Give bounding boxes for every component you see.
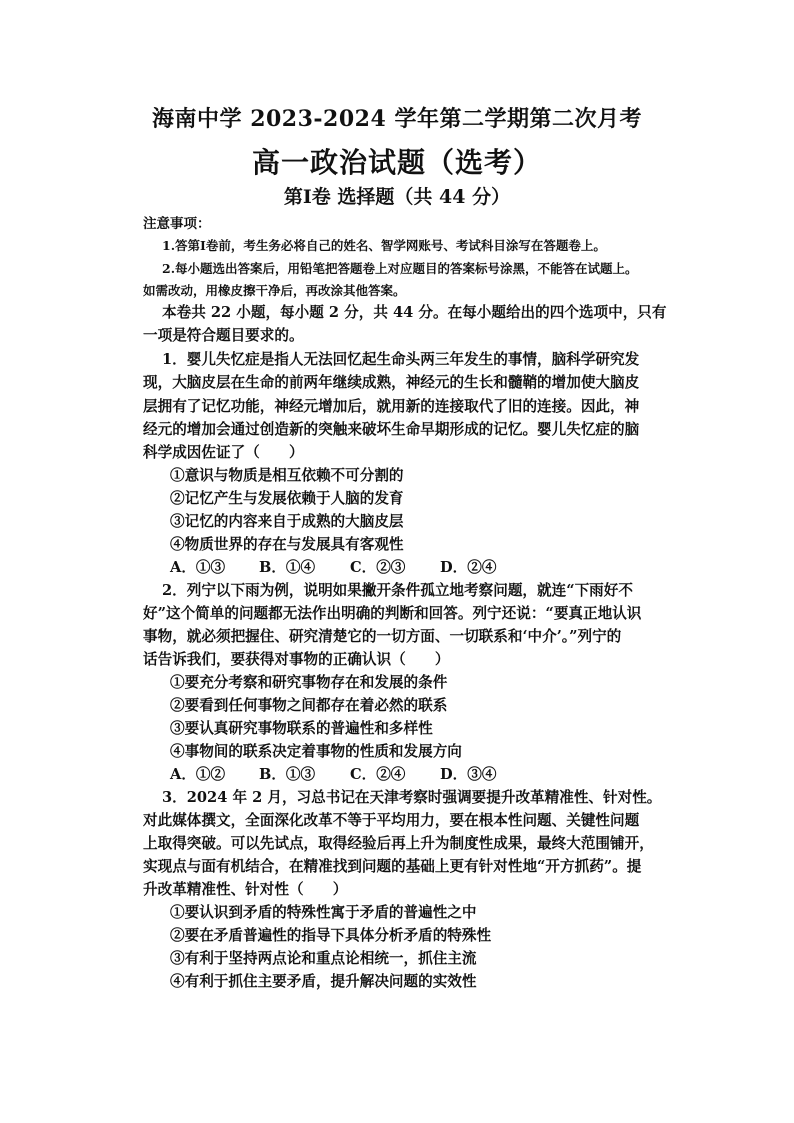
question-stem-line: 好”这个简单的问题都无法作出明确的判断和回答。列宁还说：“要真正地认识	[143, 605, 642, 622]
statement: ①要充分考察和研究事物存在和发展的条件	[170, 674, 448, 691]
question-stem-line: 话告诉我们，要获得对事物的正确认识（ ）	[143, 651, 450, 668]
question-stem-line: 经元的增加会通过创造新的突触来破坏生命早期形成的记忆。婴儿失忆症的脑	[143, 421, 640, 438]
statement: ②要看到任何事物之间都存在着必然的联系	[170, 697, 448, 714]
exam-subtitle: 高一政治试题（选考）	[251, 146, 542, 179]
question-stem-line: 实现点与面有机结合，在精准找到问题的基础上更有针对性地“开方抓药”。提	[143, 858, 642, 875]
statement: ④物质世界的存在与发展具有客观性	[170, 536, 404, 553]
answer-option: C．②③	[350, 559, 406, 576]
question-stem-line: 科学成因佐证了（ ）	[143, 444, 304, 461]
answer-option: B．①④	[259, 559, 316, 576]
statement: ②要在矛盾普遍性的指导下具体分析矛盾的特殊性	[170, 927, 492, 944]
answer-option: B．①③	[259, 766, 316, 783]
statement: ③要认真研究事物联系的普遍性和多样性	[170, 720, 433, 737]
answer-option: C．②④	[350, 766, 406, 783]
answer-option: A．①②	[170, 766, 226, 783]
question-stem-line: 现，大脑皮层在生命的前两年继续成熟，神经元的生长和髓鞘的增加使大脑皮	[143, 374, 640, 391]
statement: ③有利于坚持两点论和重点论相统一，抓住主流	[170, 950, 477, 967]
answer-option: D．②④	[440, 559, 497, 576]
intro-line: 本卷共 22 小题，每小题 2 分，共 44 分。在每小题给出的四个选项中，只有	[162, 304, 667, 321]
notice-item-2-continued: 如需改动，用橡皮擦干净后，再改涂其他答案。	[143, 283, 406, 298]
intro-line: 一项是符合题目要求的。	[143, 327, 304, 344]
question-stem-line: 升改革精准性、针对性（ ）	[143, 881, 348, 898]
question-stem-line: 3．2024 年 2 月，习总书记在天津考察时强调要提升改革精准性、针对性。	[162, 789, 662, 806]
question-stem-line: 1．婴儿失忆症是指人无法回忆起生命头两三年发生的事情，脑科学研究发	[162, 351, 640, 368]
notice-heading: 注意事项：	[143, 216, 211, 232]
question-stem-line: 对此媒体撰文，全面深化改革不等于平均用力，要在根本性问题、关键性问题	[143, 812, 640, 829]
exam-title: 海南中学 2023-2024 学年第二学期第二次月考	[152, 106, 642, 132]
statement: ②记忆产生与发展依赖于人脑的发育	[170, 490, 404, 507]
section-title: 第Ⅰ卷 选择题（共 44 分）	[283, 186, 511, 208]
answer-option: A．①③	[170, 559, 226, 576]
question-stem-line: 2．列宁以下雨为例，说明如果撇开条件孤立地考察问题，就连“下雨好不	[162, 582, 633, 599]
notice-item-2: 2.每小题选出答案后，用铅笔把答题卷上对应题目的答案标号涂黑，不能答在试题上。	[162, 261, 638, 276]
question-stem-line: 上取得突破。可以先试点，取得经验后再上升为制度性成果，最终大范围铺开，	[143, 835, 654, 852]
question-stem-line: 事物，就必须把握住、研究清楚它的一切方面、一切联系和‘中介’。”列宁的	[143, 628, 622, 645]
notice-item-1: 1.答第Ⅰ卷前，考生务必将自己的姓名、智学网账号、考试科目涂写在答题卷上。	[162, 238, 606, 253]
statement: ①要认识到矛盾的特殊性寓于矛盾的普遍性之中	[170, 904, 477, 921]
statement: ④有利于抓住主要矛盾，提升解决问题的实效性	[170, 973, 477, 990]
statement: ①意识与物质是相互依赖不可分割的	[170, 467, 404, 484]
statement: ④事物间的联系决定着事物的性质和发展方向	[170, 743, 462, 760]
statement: ③记忆的内容来自于成熟的大脑皮层	[170, 513, 404, 530]
answer-option: D．③④	[440, 766, 497, 783]
question-stem-line: 层拥有了记忆功能，神经元增加后，就用新的连接取代了旧的连接。因此，神	[143, 398, 640, 415]
